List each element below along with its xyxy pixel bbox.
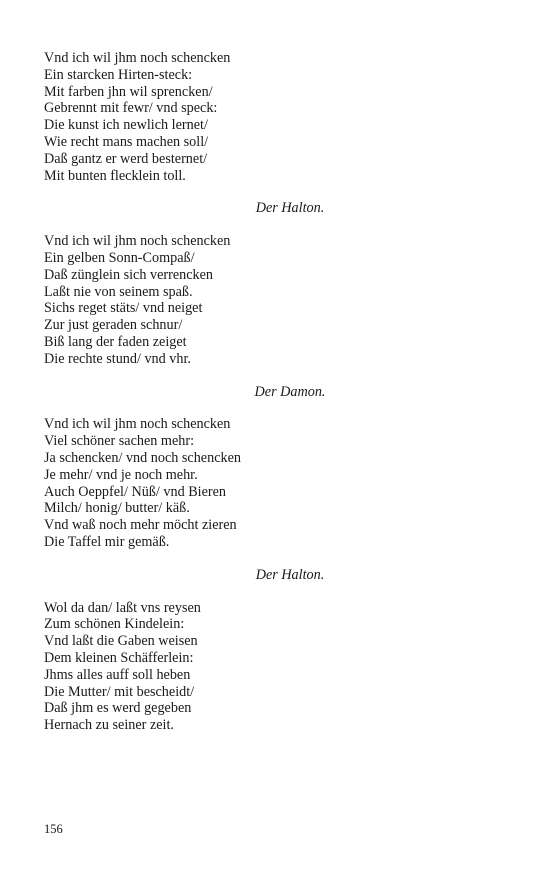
verse-line: Vnd ich wil jhm noch schencken [44, 50, 231, 66]
verse-line: Auch Oeppfel/ Nüß/ vnd Bieren [44, 483, 227, 500]
verse-line: Vnd ich wil jhm noch schencken [44, 416, 231, 433]
verse-line: Mit farben jhn wil sprencken/ [44, 83, 213, 100]
speaker-heading: Der Halton. [255, 566, 325, 583]
stanza-4 [44, 600, 506, 734]
verse-line: Daß gantz er werd besternet/ [44, 150, 208, 167]
verse-line: Wol da dan/ laßt vns reysen [44, 599, 201, 616]
verse-line: Milch/ honig/ butter/ käß. [44, 500, 190, 517]
verse-line: Die rechte stund/ vnd vhr. [44, 350, 191, 367]
verse-line: Die Mutter/ mit bescheidt/ [44, 683, 195, 700]
verse-line: Viel schöner sachen mehr: [44, 433, 195, 450]
verse-line: Ein gelben Sonn-Compaß/ [44, 249, 195, 266]
verse-line: Zur just geraden schnur/ [44, 317, 183, 334]
verse-line: Vnd ich wil jhm noch schencken [44, 233, 231, 250]
verse-line: Hernach zu seiner zeit. [44, 717, 174, 734]
verse-line: Vnd laßt die Gaben weisen [44, 633, 198, 650]
verse-line: Dem kleinen Schäfferlein: [44, 649, 194, 666]
verse-line: Biß lang der faden zeiget [44, 333, 187, 350]
verse-line: Ja schencken/ vnd noch schencken [44, 449, 241, 466]
verse-line: Sichs reget stäts/ vnd neiget [44, 300, 203, 317]
stanza-1 [44, 50, 506, 184]
speaker-heading: Der Damon. [254, 383, 326, 400]
verse-line: Mit bunten flecklein toll. [44, 167, 186, 184]
verse-line: Wie recht mans machen soll/ [44, 133, 209, 150]
verse-line: Laßt nie von seinem spaß. [44, 283, 193, 300]
stanza-3 [44, 416, 506, 550]
page-text [44, 50, 506, 734]
verse-line: Jhms alles auff soll heben [44, 666, 191, 683]
verse-line: Je mehr/ vnd je noch mehr. [44, 466, 198, 483]
verse-line: Zum schönen Kindelein: [44, 616, 185, 633]
speaker-heading: Der Halton. [255, 200, 325, 217]
stanza-2 [44, 233, 506, 367]
verse-line: Die Taffel mir gemäß. [44, 533, 170, 550]
verse-line: Daß jhm es werd gegeben [44, 700, 192, 717]
verse-line: Die kunst ich newlich lernet/ [44, 117, 208, 134]
verse-line: Vnd waß noch mehr möcht zieren [44, 517, 237, 534]
page-number: 156 [44, 822, 63, 836]
verse-line: Ein starcken Hirten-steck: [44, 66, 193, 83]
verse-line: Gebrennt mit fewr/ vnd speck: [44, 100, 218, 117]
verse-line: Daß zünglein sich verrencken [44, 266, 213, 283]
